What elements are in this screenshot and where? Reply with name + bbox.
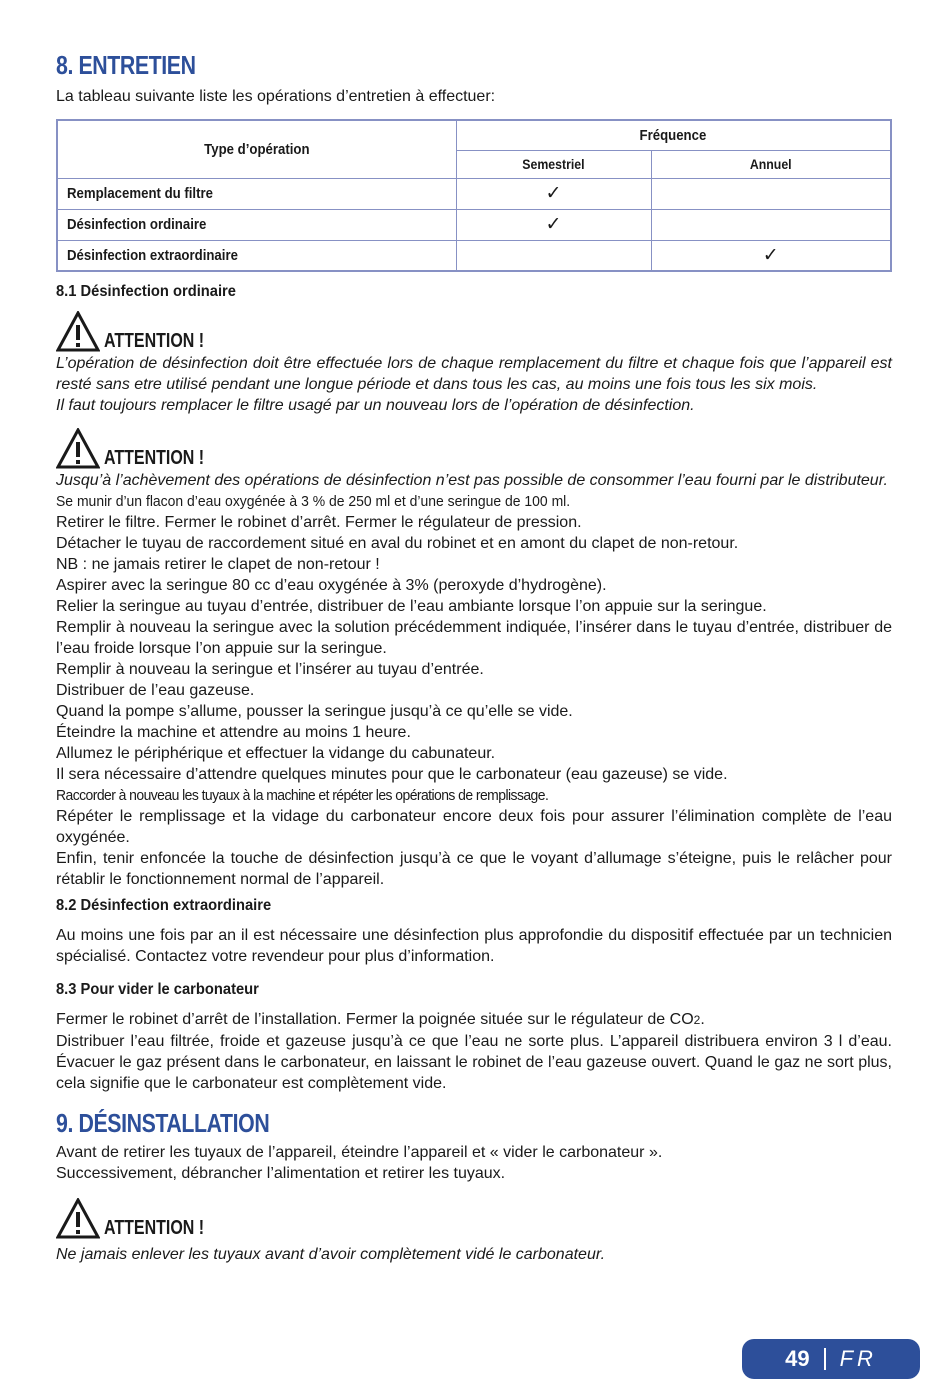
header-annuel: Annuel xyxy=(651,150,891,178)
list-item: Allumez le périphérique et effectuer la vidange du cabunateur. xyxy=(56,745,496,762)
list-item: NB : ne jamais retirer le clapet de non-retour ! xyxy=(56,556,380,573)
attention-text: L’opération de désinfection doit être effectuée lors de chaque remplacement du filtre et chaque fois que l’appareil est resté sans etre utilisé pendant une longue période et dans tous les cas, au moins une fois tous les six mois. xyxy=(56,355,892,393)
section-8-3-line1 xyxy=(56,1009,892,1031)
row-label: Désinfection extraordinaire xyxy=(57,240,456,271)
table-cell xyxy=(651,209,891,240)
list-item: Retirer le filtre. Fermer le robinet d’arrêt. Fermer le régulateur de pression. xyxy=(56,514,582,531)
list-item: Distribuer de l’eau gazeuse. xyxy=(56,682,255,699)
list-item: Détacher le tuyau de raccordement situé en aval du robinet et en amont du clapet de non-retour. xyxy=(56,535,739,552)
co2-subscript: 2 xyxy=(693,1013,701,1027)
check-icon: ✓ xyxy=(456,209,651,240)
section-8-intro: La tableau suivante liste les opérations d’entretien à effectuer: xyxy=(56,88,496,105)
table-cell xyxy=(456,240,651,271)
list-item: Remplir à nouveau la seringue avec la solution précédemment indiquée, l’insérer dans le tuyau d’entrée, distribuer de l’eau froide lorsque l’on appuie sur la seringue. xyxy=(56,619,892,657)
warning-triangle-icon xyxy=(56,311,100,353)
row-label: Remplacement du filtre xyxy=(57,178,456,209)
section-8-3-title: 8.3 Pour vider le carbonateur xyxy=(56,981,259,998)
section-9-line2: Successivement, débrancher l’alimentation et retirer les tuyaux. xyxy=(56,1165,506,1182)
list-item: Raccorder à nouveau les tuyaux à la machine et répéter les opérations de remplissage. xyxy=(56,787,549,804)
header-operation: Type d’opération xyxy=(57,120,456,178)
list-item: Il sera nécessaire d’attendre quelques minutes pour que le carbonateur (eau gazeuse) se vide. xyxy=(56,766,728,783)
section-8-title: 8. ENTRETIEN xyxy=(56,50,196,80)
procedure-steps xyxy=(56,491,892,890)
attention-text: Il faut toujours remplacer le filtre usagé par un nouveau lors de l’opération de désinfection. xyxy=(56,397,695,414)
section-8-2-title: 8.2 Désinfection extraordinaire xyxy=(56,897,272,914)
attention-text: Jusqu’à l’achèvement des opérations de désinfection n’est pas possible de consommer l’eau fourni par le distributeur. xyxy=(56,472,888,489)
maintenance-table xyxy=(56,119,892,272)
table-row xyxy=(57,209,891,240)
list-item: Aspirer avec la seringue 80 cc d’eau oxygénée à 3% (peroxyde d’hydrogène). xyxy=(56,577,607,594)
list-item: Se munir d’un flacon d’eau oxygénée à 3 % de 250 ml et d’une seringue de 100 ml. xyxy=(56,493,571,510)
section-9-line1: Avant de retirer les tuyaux de l’appareil, éteindre l’appareil et « vider le carbonateur ». xyxy=(56,1144,663,1161)
table-row xyxy=(57,178,891,209)
page-number: 49 xyxy=(785,1346,810,1371)
attention-block xyxy=(56,1196,892,1240)
language-code: FR xyxy=(839,1346,877,1371)
table-row xyxy=(57,240,891,271)
page-content xyxy=(56,48,892,1265)
list-item: Enfin, tenir enfoncée la touche de désinfection jusqu’à ce que le voyant d’allumage s’éteigne, puis le relâcher pour rétablir le fonctionnement normal de l’appareil. xyxy=(56,850,892,888)
check-icon: ✓ xyxy=(651,240,891,271)
list-item: Répéter le remplissage et la vidage du carbonateur encore deux fois pour assurer l’élimination complète de l’eau oxygénée. xyxy=(56,808,892,846)
header-frequency: Fréquence xyxy=(456,120,891,150)
list-item: Quand la pompe s’allume, pousser la seringue jusqu’à ce qu’elle se vide. xyxy=(56,703,573,720)
attention-block xyxy=(56,426,892,470)
line1-end: . xyxy=(700,1011,705,1028)
section-9-title: 9. DÉSINSTALLATION xyxy=(56,1108,270,1138)
page-number-badge xyxy=(742,1339,920,1379)
warning-triangle-icon xyxy=(56,428,100,470)
section-8-2-text: Au moins une fois par an il est nécessaire une désinfection plus approfondie du dispositif effectuée par un technicien spécialisé. Contactez votre revendeur pour plus d’information. xyxy=(56,927,892,965)
attention-label: ATTENTION ! xyxy=(104,1217,205,1239)
line1-text: Fermer le robinet d’arrêt de l’installation. Fermer la poignée située sur le régulateur de CO xyxy=(56,1011,694,1028)
table-cell xyxy=(651,178,891,209)
list-item: Remplir à nouveau la seringue et l’insérer au tuyau d’entrée. xyxy=(56,661,484,678)
attention-label: ATTENTION ! xyxy=(104,447,205,469)
table-header-row xyxy=(57,120,891,150)
list-item: Éteindre la machine et attendre au moins 1 heure. xyxy=(56,724,411,741)
check-icon: ✓ xyxy=(456,178,651,209)
attention-label: ATTENTION ! xyxy=(104,330,205,352)
row-label: Désinfection ordinaire xyxy=(57,209,456,240)
header-semestriel: Semestriel xyxy=(456,150,651,178)
attention-block xyxy=(56,309,892,353)
section-8-3-text: Distribuer l’eau filtrée, froide et gazeuse jusqu’à ce que l’eau ne sorte plus. L’appareil distribuera environ 3 l d’eau. Évacuer le gaz présent dans le carbonateur, en laissant le robinet de l’eau gazeuse ouvert. Quand le gaz ne sort plus, cela signifie que le carbonateur est complètement vide. xyxy=(56,1033,892,1092)
list-item: Relier la seringue au tuyau d’entrée, distribuer de l’eau ambiante lorsque l’on appuie sur la seringue. xyxy=(56,598,767,615)
attention-text: Ne jamais enlever les tuyaux avant d’avoir complètement vidé le carbonateur. xyxy=(56,1246,606,1263)
divider xyxy=(824,1348,826,1370)
warning-triangle-icon xyxy=(56,1198,100,1240)
section-8-1-title: 8.1 Désinfection ordinaire xyxy=(56,283,236,300)
